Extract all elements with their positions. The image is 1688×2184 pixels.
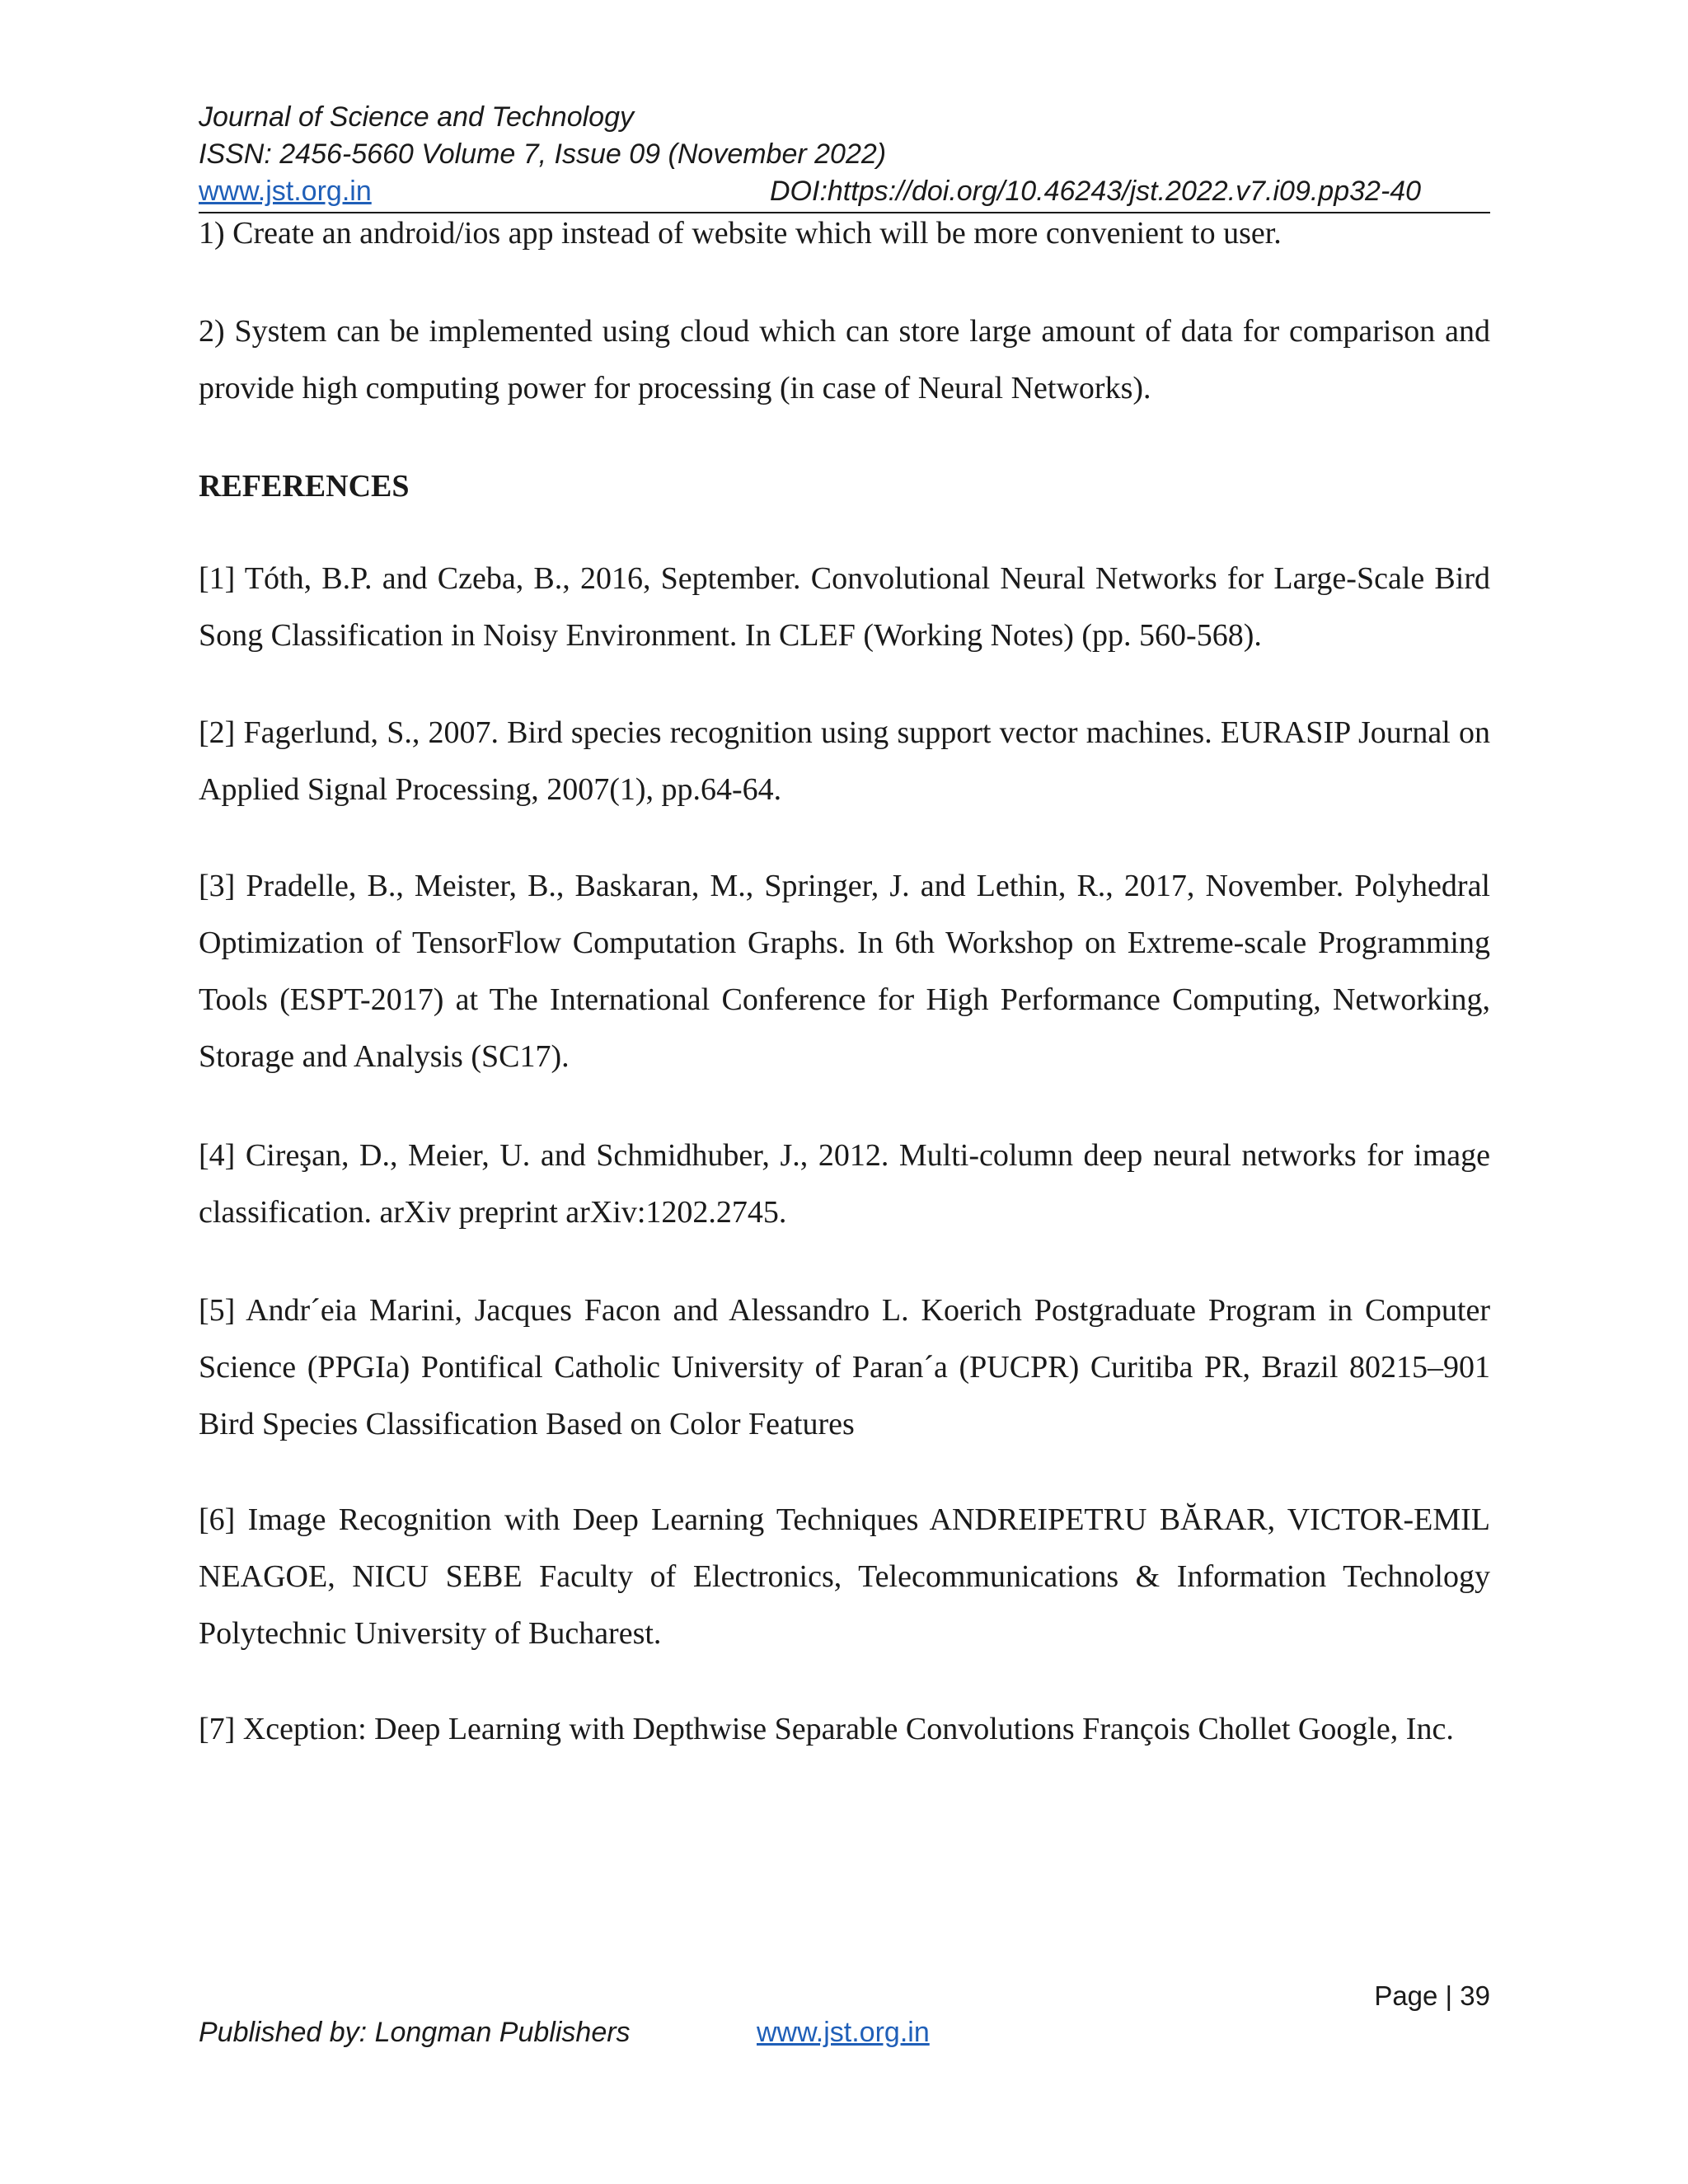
header-doi: DOI:https://doi.org/10.46243/jst.2022.v7.i09.pp32-40 bbox=[770, 176, 1422, 207]
future-work-item-2: 2) System can be implemented using cloud which can store large amount of data for comparison and provide high computing power for processing (in case of Neural Networks). bbox=[199, 314, 1490, 405]
reference-item: [6] Image Recognition with Deep Learning Techniques ANDREIPETRU BĂRAR, VICTOR-EMIL NEAGOE, NICU SEBE Faculty of Electronics, Telecommunications & Information Technology Polytechnic University of Bucharest. bbox=[199, 1502, 1490, 1651]
reference-item: [1] Tóth, B.P. and Czeba, B., 2016, September. Convolutional Neural Networks for Large-Scale Bird Song Classification in Noisy Environment. In CLEF (Working Notes) (pp. 560-568). bbox=[199, 561, 1490, 653]
reference-item: [4] Cireşan, D., Meier, U. and Schmidhuber, J., 2012. Multi-column deep neural networks for image classification. arXiv preprint arXiv:1202.2745. bbox=[199, 1138, 1490, 1230]
references-heading: REFERENCES bbox=[199, 469, 410, 504]
header-website-link[interactable]: www.jst.org.in bbox=[199, 176, 372, 207]
reference-item: [3] Pradelle, B., Meister, B., Baskaran, M., Springer, J. and Lethin, R., 2017, November. Polyhedral Optimization of TensorFlow Computation Graphs. In 6th Workshop on Extreme-scale Programming Tools (ESPT-2017) at The International Conference for High Performance Computing, Networking, Storage and Analysis (SC17). bbox=[199, 869, 1490, 1074]
reference-item: [2] Fagerlund, S., 2007. Bird species recognition using support vector machines. EURASIP Journal on Applied Signal Processing, 2007(1), pp.64-64. bbox=[199, 715, 1490, 807]
journal-issn: ISSN: 2456-5660 Volume 7, Issue 09 (November 2022) bbox=[199, 138, 887, 170]
future-work-item-1: 1) Create an android/ios app instead of website which will be more convenient to user. bbox=[199, 216, 1282, 251]
page-number: Page | 39 bbox=[1374, 1980, 1490, 2011]
journal-title: Journal of Science and Technology bbox=[199, 101, 634, 133]
reference-item: [5] Andr´eia Marini, Jacques Facon and Alessandro L. Koerich Postgraduate Program in Computer Science (PPGIa) Pontifical Catholic University of Paran´a (PUCPR) Curitiba PR, Brazil 80215–901 Bird Species Classification Based on Color Features bbox=[199, 1293, 1490, 1441]
reference-item: [7] Xception: Deep Learning with Depthwise Separable Convolutions François Chollet Google, Inc. bbox=[199, 1712, 1454, 1746]
footer-website-link[interactable]: www.jst.org.in bbox=[757, 2017, 930, 2048]
footer-publisher: Published by: Longman Publishers bbox=[199, 2017, 631, 2048]
